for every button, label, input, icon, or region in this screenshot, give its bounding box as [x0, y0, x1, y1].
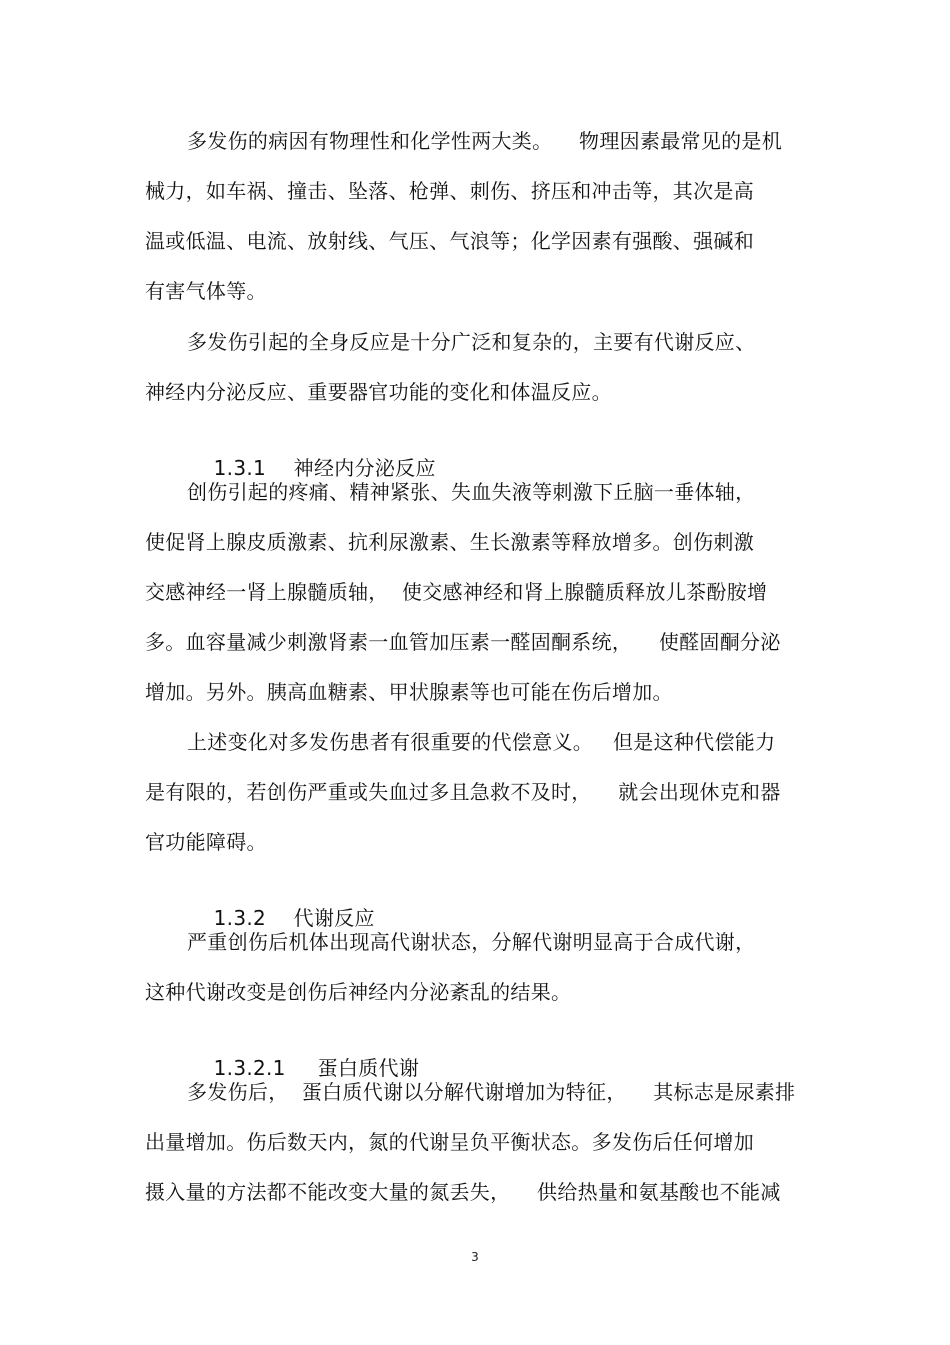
body-text-line: 严重创伤后机体出现高代谢状态，分解代谢明显高于合成代谢， — [187, 930, 756, 954]
body-text-line: 多发伤后， 蛋白质代谢以分解代谢增加为特征， 其标志是尿素排 — [187, 1080, 796, 1104]
body-text-line: 多。血容量减少刺激肾素一血管加压素一醛固酮系统， 使醛固酮分泌 — [145, 630, 781, 654]
body-text-line: 增加。另外。胰高血糖素、甲状腺素等也可能在伤后增加。 — [145, 680, 673, 704]
body-text-line: 官功能障碍。 — [145, 830, 267, 854]
body-text-line: 神经内分泌反应、重要器官功能的变化和体温反应。 — [145, 380, 612, 404]
page-number: 3 — [471, 1250, 479, 1264]
body-text-line: 出量增加。伤后数天内，氮的代谢呈负平衡状态。多发伤后任何增加 — [145, 1130, 754, 1154]
body-text-line: 有害气体等。 — [145, 279, 267, 303]
section-number: 1.3.2.1 — [213, 1056, 286, 1080]
body-text-line: 使促肾上腺皮质激素、抗利尿激素、生长激素等释放增多。创伤刺激 — [145, 530, 754, 554]
section-heading — [187, 429, 436, 480]
subsection-heading — [187, 1029, 420, 1080]
body-text-line: 械力，如车祸、撞击、坠落、枪弹、刺伤、挤压和冲击等，其次是高 — [145, 179, 754, 203]
body-text-line: 多发伤的病因有物理性和化学性两大类。 物理因素最常见的是机 — [187, 129, 783, 153]
body-text-line: 多发伤引起的全身反应是十分广泛和复杂的，主要有代谢反应、 — [187, 330, 756, 354]
section-heading — [187, 879, 375, 930]
body-text-line: 上述变化对多发伤患者有很重要的代偿意义。 但是这种代偿能力 — [187, 730, 776, 754]
section-number: 1.3.2 — [213, 906, 267, 930]
section-title: 代谢反应 — [293, 906, 375, 930]
body-text-line: 交感神经一肾上腺髓质轴， 使交感神经和肾上腺髓质释放儿茶酚胺增 — [145, 580, 768, 604]
section-number: 1.3.1 — [213, 456, 267, 480]
section-title: 蛋白质代谢 — [317, 1056, 420, 1080]
body-text-line: 摄入量的方法都不能改变大量的氮丢失， 供给热量和氨基酸也不能减 — [145, 1180, 781, 1204]
body-text-line: 温或低温、电流、放射线、气压、气浪等；化学因素有强酸、强碱和 — [145, 229, 754, 253]
section-title: 神经内分泌反应 — [293, 456, 436, 480]
body-text-line: 创伤引起的疼痛、精神紧张、失血失液等刺激下丘脑一垂体轴， — [187, 480, 756, 504]
body-text-line: 这种代谢改变是创伤后神经内分泌紊乱的结果。 — [145, 980, 572, 1004]
body-text-line: 是有限的，若创伤严重或失血过多且急救不及时， 就会出现休克和器 — [145, 780, 781, 804]
